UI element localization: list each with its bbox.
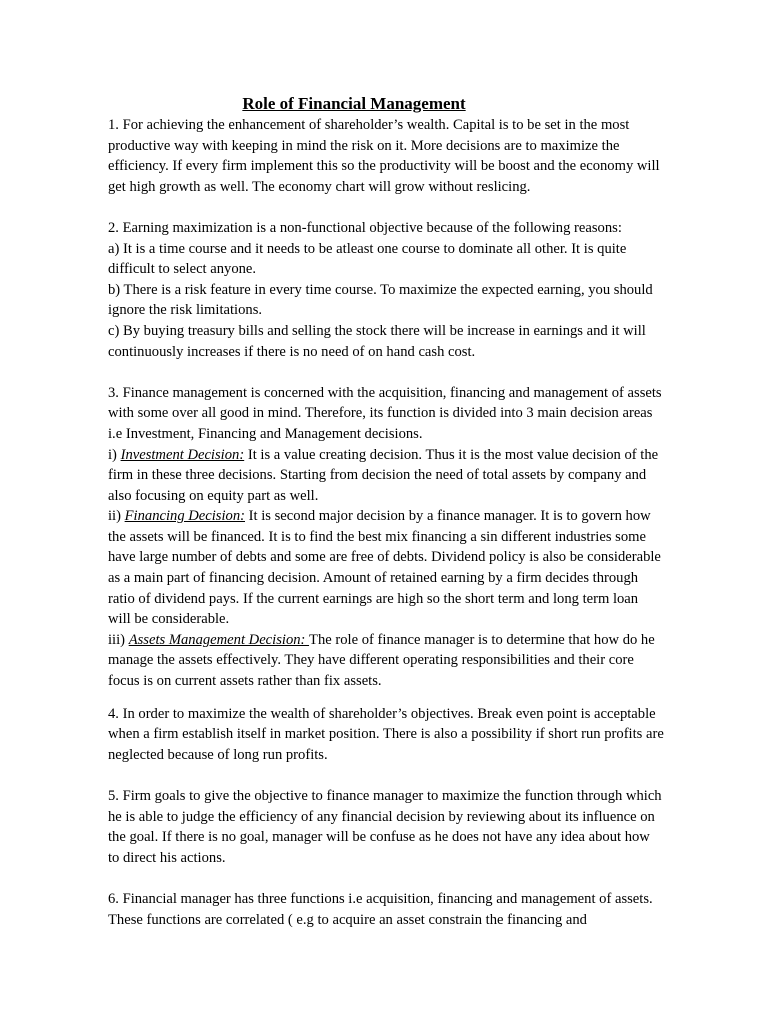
page-title: Role of Financial Management — [242, 94, 466, 113]
item-text: It is second major decision by a finance manager. It is to govern how the assets will be financed. It is to find the best mix financing a sin different industries some have large number of debts and some are free of debts. Dividend policy is also be considerable as a main part of financing decision. Amount of retained earning by a firm decides through ratio of dividend pays. If the current earnings are high so the short term and long term loan will be considerable. — [108, 508, 661, 628]
paragraph-2-intro: 2. Earning maximization is a non-functional objective because of the following reasons: — [108, 219, 622, 236]
paragraph-spacer — [108, 868, 664, 889]
paragraph-6: 6. Financial manager has three functions i.e acquisition, financing and management of assets. These functions are correlated ( e.g to acquire an asset constrain the financing and — [108, 890, 653, 928]
paragraph-1: 1. For achieving the enhancement of shareholder’s wealth. Capital is to be set in the most productive way with keeping in mind the risk on it. More decisions are to maximize the efficiency. If every firm implement this so the productivity will be boost and the economy will get high growth as well. The economy chart will grow without reslicing. — [108, 117, 660, 195]
paragraph-5: 5. Firm goals to give the objective to finance manager to maximize the function through which he is able to judge the efficiency of any financial decision by reviewing about its influence on the goal. If there is no goal, manager will be confuse as he does not have any idea about how to direct his actions. — [108, 788, 662, 866]
paragraph-spacer — [108, 765, 664, 786]
assets-management-decision-term: Assets Management Decision: — [128, 631, 310, 648]
paragraph-4: 4. In order to maximize the wealth of shareholder’s objectives. Break even point is acceptable when a firm establish itself in market position. There is also a possibility if short run profits are neglected because of long run profits. — [108, 705, 664, 763]
item-prefix: ii) — [108, 508, 125, 525]
item-text: The role of finance manager is to determine that how do he manage the assets effectively. They have different operating responsibilities and their core focus is on current assets rather than fix assets. — [108, 631, 655, 690]
paragraph-spacer — [108, 362, 664, 383]
paragraph-spacer — [108, 197, 664, 218]
item-text: It is a value creating decision. Thus it is the most value decision of the firm in these three decisions. Starting from decision the need of total assets by company and also focusing on equity part as well. — [108, 446, 659, 504]
paragraph-spacer — [108, 692, 664, 704]
document-body — [108, 115, 664, 930]
paragraph-3-intro: 3. Finance management is concerned with the acquisition, financing and management of assets with some over all good in mind. Therefore, its function is divided into 3 main decision areas i.e Investment, Financing and Management decisions. — [108, 384, 662, 442]
financing-decision-term: Financing Decision: — [124, 508, 245, 525]
paragraph-2b: b) There is a risk feature in every time course. To maximize the expected earning, you should ignore the risk limitations. — [108, 281, 653, 319]
item-prefix: iii) — [108, 631, 129, 648]
paragraph-3-investment — [108, 445, 664, 507]
investment-decision-term: Investment Decision: — [120, 446, 245, 463]
item-prefix: i) — [108, 446, 121, 463]
paragraph-3-financing — [108, 506, 664, 630]
paragraph-3-assets — [108, 630, 664, 692]
paragraph-2c: c) By buying treasury bills and selling the stock there will be increase in earnings and it will continuously increases if there is no need of on hand cash cost. — [108, 322, 646, 360]
paragraph-2a: a) It is a time course and it needs to be atleast one course to dominate all other. It is quite difficult to select anyone. — [108, 240, 627, 278]
